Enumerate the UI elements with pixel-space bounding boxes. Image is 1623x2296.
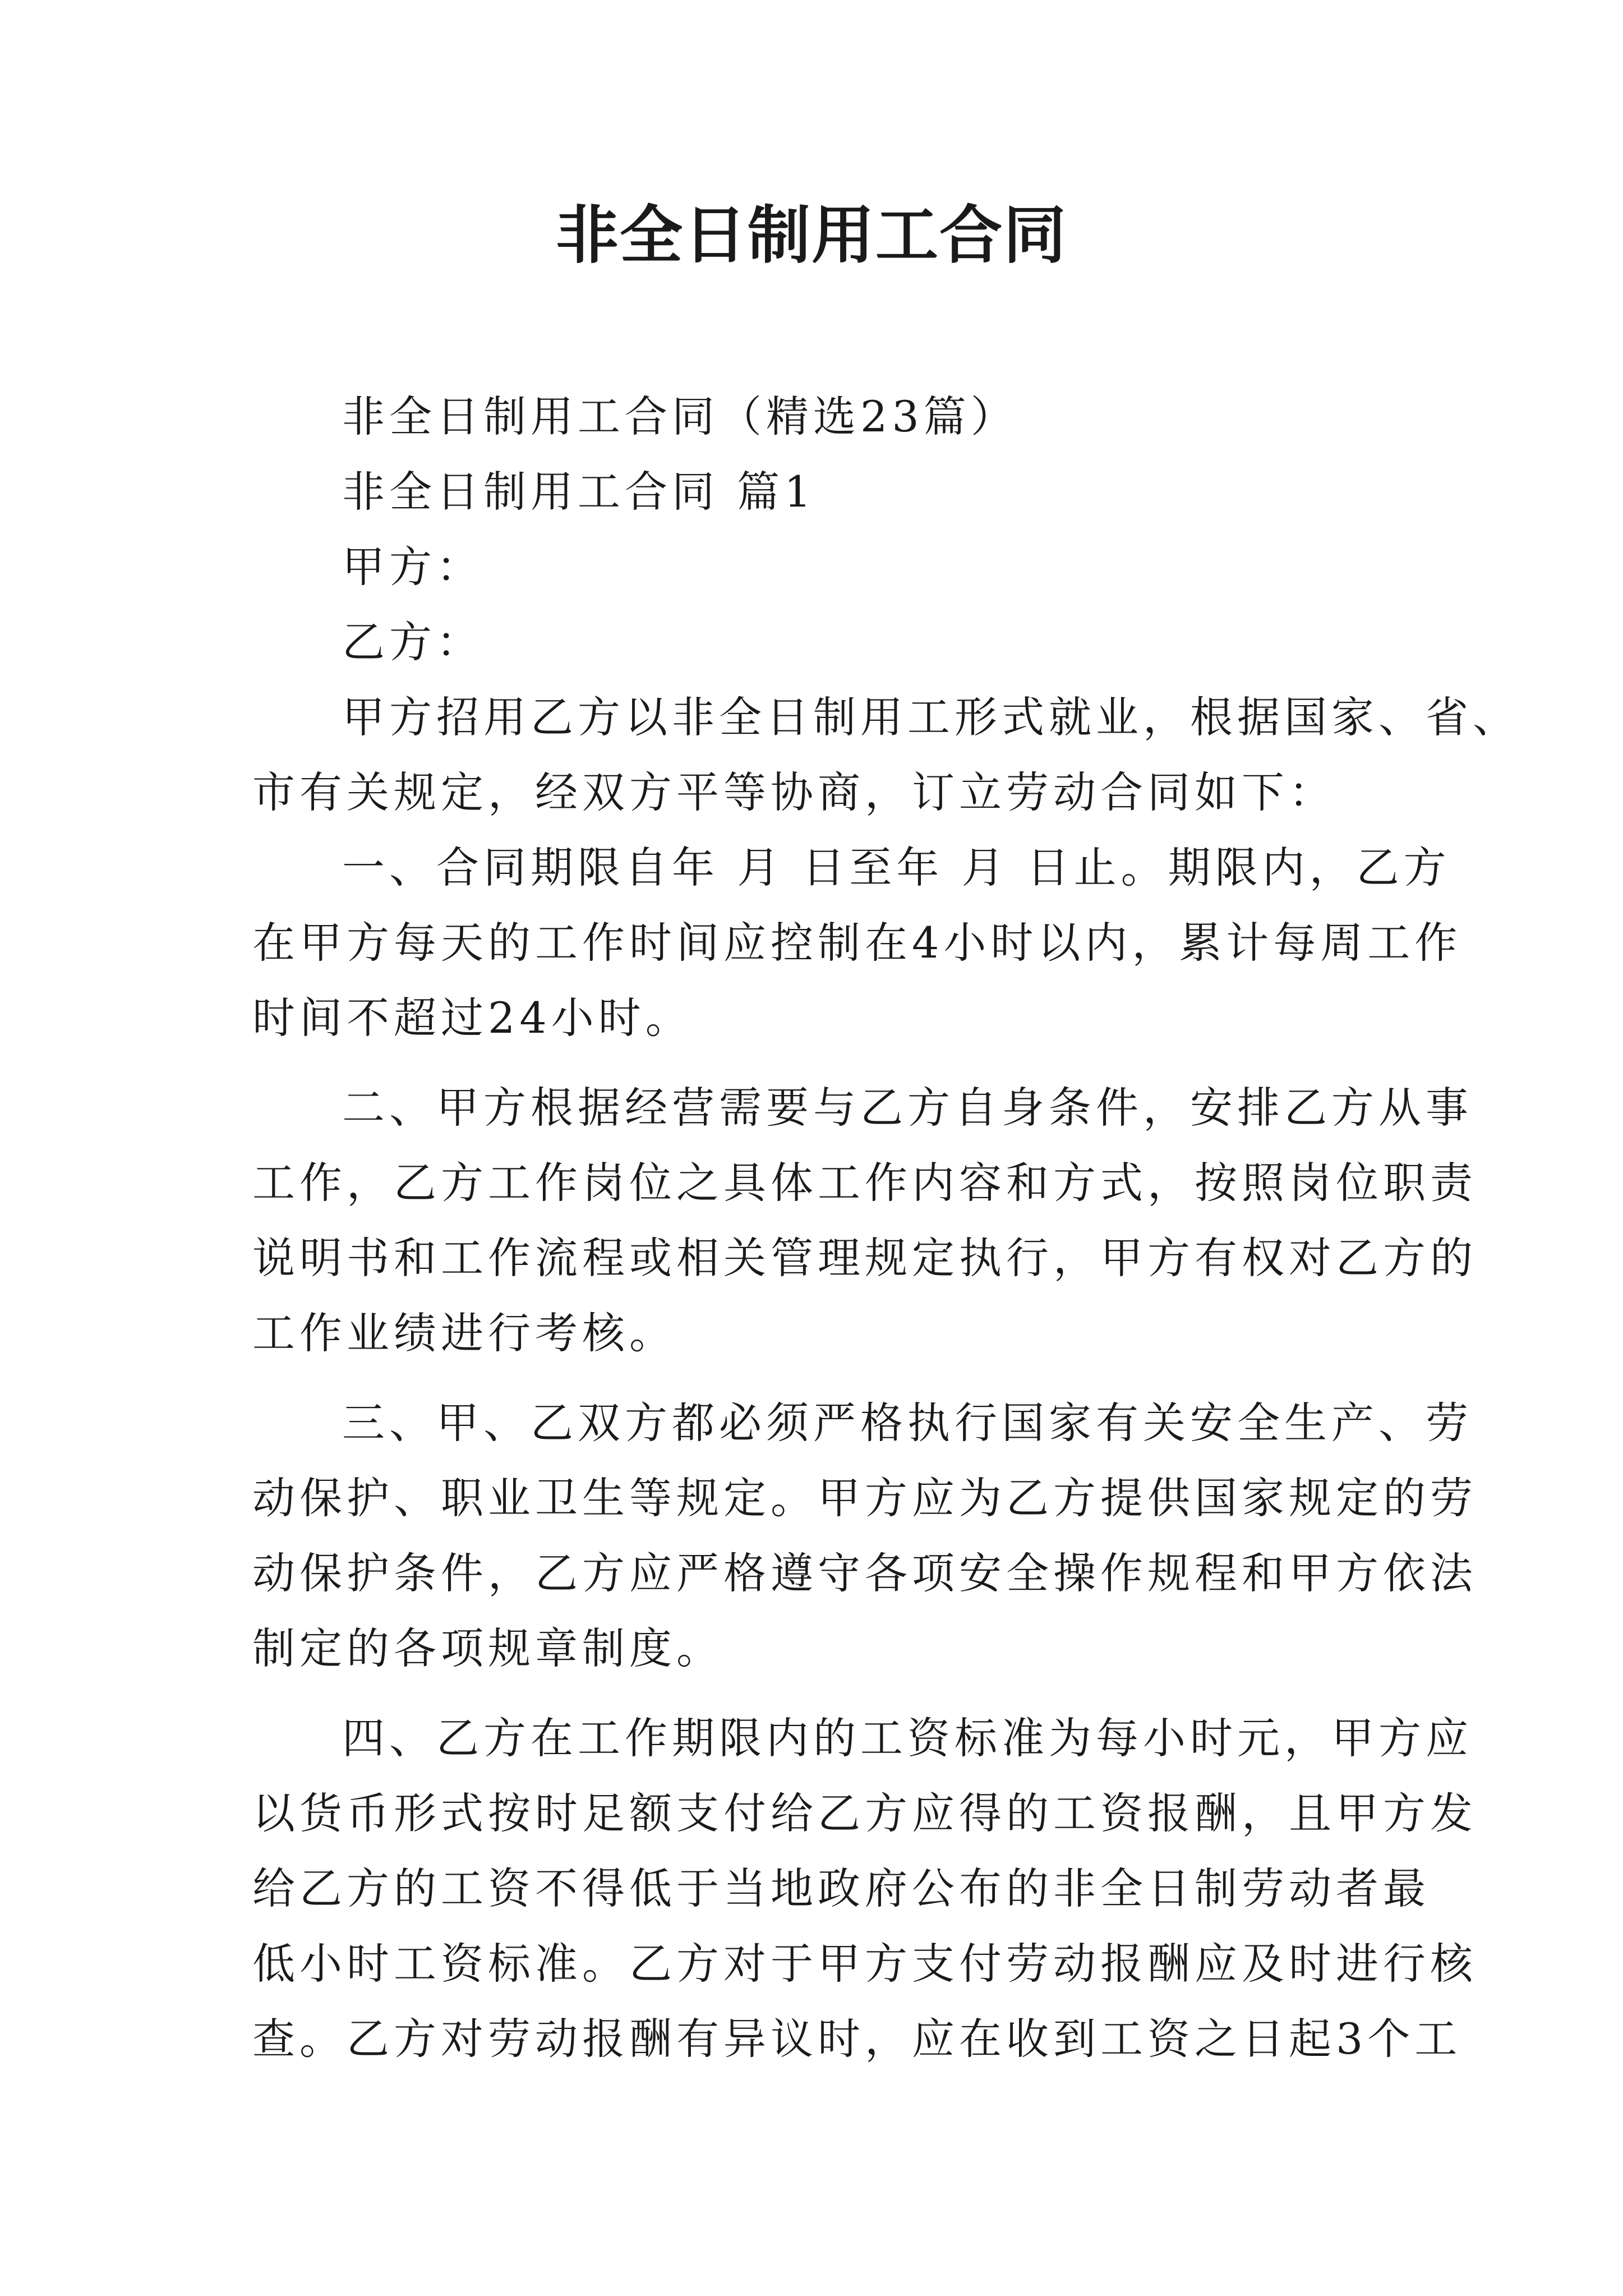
paragraph-line: 一、合同期限自年 月 日至年 月 日止。期限内，乙方: [342, 843, 1451, 892]
paragraph-line: 在甲方每天的工作时间应控制在4小时以内，累计每周工作: [252, 918, 1462, 968]
paragraph-line: 甲方招用乙方以非全日制用工形式就业，根据国家、省、: [342, 692, 1520, 742]
paragraph-line: 工作，乙方工作岗位之具体工作内容和方式，按照岗位职责: [252, 1158, 1477, 1208]
paragraph-gap: [252, 1371, 1380, 1386]
paragraph-line: 非全日制用工合同 篇1: [342, 467, 816, 517]
paragraph-line: 制定的各项规章制度。: [252, 1623, 723, 1673]
paragraph-line: 说明书和工作流程或相关管理规定执行，甲方有权对乙方的: [252, 1233, 1477, 1283]
paragraph-line: 甲方：: [342, 542, 483, 592]
paragraph-line: 给乙方的工资不得低于当地政府公布的非全日制劳动者最: [252, 1864, 1430, 1913]
paragraph-line: 四、乙方在工作期限内的工资标准为每小时元，甲方应: [342, 1713, 1473, 1763]
paragraph-gap: [252, 1056, 1380, 1070]
document-title: 非全日制用工合同: [556, 199, 1067, 272]
paragraph-line: 市有关规定，经双方平等协商，订立劳动合同如下：: [252, 767, 1336, 817]
document-body: [252, 379, 1520, 2077]
paragraph-line: 乙方：: [342, 617, 483, 667]
paragraph-line: 三、甲、乙双方都必须严格执行国家有关安全生产、劳: [342, 1398, 1473, 1448]
paragraph-line: 动保护条件，乙方应严格遵守各项安全操作规程和甲方依法: [252, 1548, 1477, 1598]
paragraph-line: 二、甲方根据经营需要与乙方自身条件，安排乙方从事: [342, 1083, 1473, 1133]
paragraph-line: 工作业绩进行考核。: [252, 1308, 676, 1358]
paragraph-line: 以货币形式按时足额支付给乙方应得的工资报酬，且甲方发: [252, 1788, 1477, 1838]
paragraph-line: 非全日制用工合同（精选23篇）: [342, 392, 1018, 441]
paragraph-line: 时间不超过24小时。: [252, 993, 693, 1043]
paragraph-gap: [252, 1686, 1380, 1701]
paragraph-line: 低小时工资标准。乙方对于甲方支付劳动报酬应及时进行核: [252, 1939, 1477, 1989]
paragraph-line: 动保护、职业卫生等规定。甲方应为乙方提供国家规定的劳: [252, 1473, 1477, 1523]
paragraph-line: 查。乙方对劳动报酬有异议时，应在收到工资之日起3个工: [252, 2014, 1462, 2064]
